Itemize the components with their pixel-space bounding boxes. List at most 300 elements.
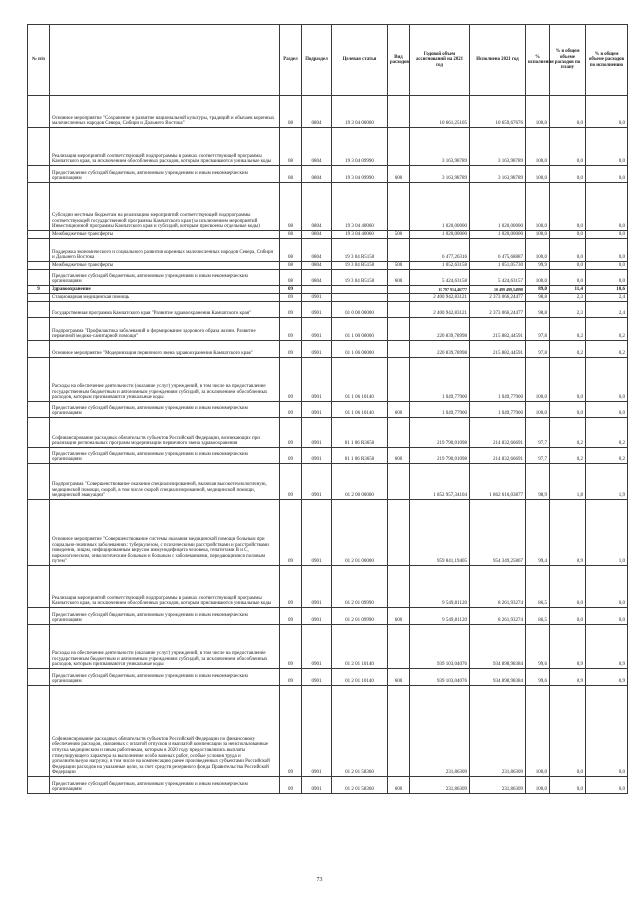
row-name: Расходы на обеспечение деятельности (оказание услуг) учреждений, в том числе на предоставление государственным бюджетным и автономным учреждениям субсидий, за исключением обособленных расходов, которым присваиваются уникальные коды (50, 625, 280, 669)
row-share-exec: 0,0 (586, 239, 628, 262)
table-row (28, 566, 628, 608)
row-share-exec: 0,0 (586, 183, 628, 231)
row-plan: 2 400 942,83121 (410, 294, 470, 302)
row-percent: 100,0 (526, 128, 550, 166)
row-subsection: 0804 (302, 270, 332, 286)
row-share-plan: 2,3 (550, 294, 586, 302)
row-plan: 219 790,01098 (410, 418, 470, 448)
row-percent: 100,0 (526, 166, 550, 183)
row-share-exec: 0,0 (586, 402, 628, 418)
table-row (28, 302, 628, 318)
row-target-article: 01 2 00 00000 (332, 464, 388, 500)
row-share-exec: 1,0 (586, 500, 628, 566)
row-fact: 6 475,68887 (470, 239, 526, 262)
row-section: 08 (280, 166, 302, 183)
row-percent: 100,0 (526, 96, 550, 128)
row-fact: 1 862 616,03877 (470, 464, 526, 500)
row-target-article (332, 294, 388, 302)
table-row (28, 464, 628, 500)
row-fact: 1 020,00000 (470, 183, 526, 231)
table-row (28, 402, 628, 418)
row-name: Подпрограмма "Профилактика заболеваний и формирование здорового образа жизни. Развитие первичной медико-санитарной помощи" (50, 318, 280, 341)
header-subsection: Подраздел (302, 25, 332, 96)
row-target-article: 19 3 04 00000 (332, 96, 388, 128)
header-num: № п/п (28, 25, 50, 96)
table-row (28, 341, 628, 358)
row-name: Межбюджетные трансферты (50, 262, 280, 270)
row-plan: 1 020,00000 (410, 231, 470, 239)
budget-table-sheet (27, 24, 627, 794)
row-target-article: 19 3 04 R5150 (332, 239, 388, 262)
row-num (28, 239, 50, 262)
row-target-article: 01 2 01 10140 (332, 669, 388, 686)
header-plan: Годовой объем ассигнований на 2021 год (410, 25, 470, 96)
row-target-article: 01 1 06 R3650 (332, 448, 388, 464)
row-num (28, 183, 50, 231)
row-expense-type (388, 183, 410, 231)
row-section: 09 (280, 402, 302, 418)
table-row (28, 608, 628, 625)
row-plan: 9 549,81120 (410, 566, 470, 608)
row-share-plan: 0,0 (550, 231, 586, 239)
row-percent: 100,0 (526, 402, 550, 418)
row-subsection: 0901 (302, 464, 332, 500)
table-row (28, 239, 628, 262)
row-name: Подпрограмма "Совершенствование оказания специализированной, включая высокотехнологичную, медицинской помощи, скорой, в том числе скорой специализированной, медицинской помощи, медицинской эвакуации" (50, 464, 280, 500)
row-subsection: 0901 (302, 358, 332, 402)
table-row (28, 270, 628, 286)
row-percent: 97,8 (526, 341, 550, 358)
table-row (28, 318, 628, 341)
row-num (28, 464, 50, 500)
row-share-exec: 0,9 (586, 625, 628, 669)
table-row (28, 262, 628, 270)
row-share-plan: 0,2 (550, 448, 586, 464)
row-share-plan: 0,9 (550, 625, 586, 669)
row-share-exec: 0,0 (586, 777, 628, 794)
row-subsection: 0901 (302, 777, 332, 794)
row-name: Государственная программа Камчатского края "Развитие здравоохранения Камчатского края" (50, 302, 280, 318)
row-share-exec: 0,9 (586, 669, 628, 686)
row-share-plan: 1,8 (550, 464, 586, 500)
row-section: 09 (280, 294, 302, 302)
row-name: Межбюджетные трансферты (50, 231, 280, 239)
row-section: 09 (280, 341, 302, 358)
row-section: 09 (280, 318, 302, 341)
row-expense-type (388, 286, 410, 294)
row-name: Софинансирование расходных обязательств субъектов Российской Федерации по финансовому обеспечению расходов, связанных с оплатой отпусков и выплатой компенсации за неиспользованные отпуска медицинским и иным работникам, которым в 2020 году предоставлялись выплаты стимулирующего характера за выполнение особо важных работ, особые условия труда и дополнительную нагрузку, в том числе на компенсацию ранее произведенных субъектами Российской Федерации расходов на указанные цели, за счет средств резервного фонда Правительства Российской Федерации (50, 686, 280, 777)
row-num (28, 608, 50, 625)
row-section: 08 (280, 96, 302, 128)
row-subsection: 0901 (302, 686, 332, 777)
row-section: 09 (280, 608, 302, 625)
row-section: 09 (280, 302, 302, 318)
row-expense-type (388, 128, 410, 166)
row-plan: 231,86309 (410, 777, 470, 794)
row-name: Здравоохранение (50, 286, 280, 294)
row-name: Субсидии местным бюджетам на реализацию мероприятий соответствующей подпрограммы соответствующей государственной программы Камчатского края (за исключением мероприятий Инвестиционной программы Камчатского края и субсидий, которым присвоены отдельные коды) (50, 183, 280, 231)
row-share-plan: 0,0 (550, 96, 586, 128)
table-row (28, 418, 628, 448)
row-plan: 939 103,04076 (410, 669, 470, 686)
row-num (28, 358, 50, 402)
row-section: 09 (280, 448, 302, 464)
row-section: 09 (280, 777, 302, 794)
row-num (28, 318, 50, 341)
row-fact: 3 163,98789 (470, 128, 526, 166)
header-name (50, 25, 280, 96)
row-share-exec: 1,9 (586, 464, 628, 500)
row-subsection: 0804 (302, 166, 332, 183)
row-fact: 954 349,25867 (470, 500, 526, 566)
row-fact: 1 020,00000 (470, 231, 526, 239)
row-num (28, 566, 50, 608)
table-row (28, 128, 628, 166)
row-share-exec: 0,2 (586, 341, 628, 358)
row-name: Софинансирование расходных обязательств субъектов Российской Федерации, возникающих при реализации региональных программ модернизации первичного звена здравоохранения (50, 418, 280, 448)
row-share-plan: 0,2 (550, 318, 586, 341)
row-subsection: 0901 (302, 566, 332, 608)
row-share-plan: 0,0 (550, 262, 586, 270)
row-percent: 100,0 (526, 358, 550, 402)
row-num (28, 402, 50, 418)
row-share-plan: 0,0 (550, 402, 586, 418)
row-section: 08 (280, 231, 302, 239)
row-share-plan: 0,0 (550, 608, 586, 625)
row-expense-type (388, 625, 410, 669)
row-plan: 11 797 914,46777 (410, 286, 470, 294)
row-share-plan: 0,2 (550, 341, 586, 358)
row-share-plan: 11,4 (550, 286, 586, 294)
row-subsection (302, 286, 332, 294)
row-share-exec: 0,0 (586, 231, 628, 239)
row-subsection: 0901 (302, 402, 332, 418)
row-target-article: 01 2 01 09990 (332, 566, 388, 608)
row-share-exec: 0,2 (586, 418, 628, 448)
row-percent: 100,0 (526, 183, 550, 231)
row-num (28, 128, 50, 166)
row-plan: 939 103,04076 (410, 625, 470, 669)
row-section: 09 (280, 286, 302, 294)
row-share-plan: 0,0 (550, 270, 586, 286)
table-row (28, 500, 628, 566)
row-plan: 959 841,19405 (410, 500, 470, 566)
row-subsection: 0804 (302, 96, 332, 128)
row-expense-type (388, 464, 410, 500)
row-percent: 89,0 (526, 286, 550, 294)
row-plan: 3 163,98789 (410, 128, 470, 166)
row-name: Реализация мероприятий соответствующей подпрограммы в рамках соответствующей программы Камчатского края, за исключением обособленных расходов, которым присваиваются уникальные коды (50, 128, 280, 166)
row-share-plan: 0,0 (550, 128, 586, 166)
row-share-plan: 0,2 (550, 418, 586, 448)
row-subsection: 0901 (302, 341, 332, 358)
row-share-exec: 2,4 (586, 302, 628, 318)
row-expense-type (388, 418, 410, 448)
row-num (28, 669, 50, 686)
row-subsection: 0804 (302, 128, 332, 166)
row-target-article: 19 3 04 40060 (332, 231, 388, 239)
row-percent: 99,6 (526, 669, 550, 686)
row-percent: 99,9 (526, 262, 550, 270)
table-row (28, 183, 628, 231)
row-target-article: 19 3 04 09990 (332, 166, 388, 183)
row-fact: 934 898,98384 (470, 669, 526, 686)
row-fact: 5 424,63157 (470, 270, 526, 286)
row-expense-type (388, 302, 410, 318)
row-share-exec: 10,6 (586, 286, 628, 294)
row-share-exec: 2,4 (586, 294, 628, 302)
table-row (28, 231, 628, 239)
row-target-article: 01 2 01 00000 (332, 500, 388, 566)
row-expense-type: 600 (388, 669, 410, 686)
row-section: 09 (280, 625, 302, 669)
row-name: Основное мероприятие "Сохранение и развитие национальной культуры, традиций и обычаев коренных малочисленных народов Севера, Сибири и Дальнего Востока" (50, 96, 280, 128)
row-plan: 220 839,78998 (410, 341, 470, 358)
row-plan: 220 839,78998 (410, 318, 470, 341)
row-percent: 100,0 (526, 239, 550, 262)
row-share-exec: 0,0 (586, 566, 628, 608)
row-expense-type: 600 (388, 608, 410, 625)
row-num (28, 270, 50, 286)
table-row (28, 358, 628, 402)
row-share-exec: 0,0 (586, 358, 628, 402)
row-num (28, 166, 50, 183)
row-num (28, 294, 50, 302)
row-subsection: 0901 (302, 302, 332, 318)
row-share-plan: 0,0 (550, 239, 586, 262)
row-percent: 86,5 (526, 566, 550, 608)
row-share-plan: 0,0 (550, 358, 586, 402)
row-subsection: 0804 (302, 231, 332, 239)
row-share-plan: 0,0 (550, 777, 586, 794)
budget-execution-table (27, 24, 628, 794)
row-share-plan: 0,0 (550, 686, 586, 777)
row-num (28, 777, 50, 794)
row-plan: 10 661,25105 (410, 96, 470, 128)
row-percent: 100,0 (526, 270, 550, 286)
row-percent: 99,4 (526, 500, 550, 566)
table-row (28, 96, 628, 128)
row-share-exec: 0,0 (586, 270, 628, 286)
row-num (28, 625, 50, 669)
row-expense-type: 600 (388, 777, 410, 794)
row-subsection: 0804 (302, 262, 332, 270)
header-fact: Исполнено 2021 год (470, 25, 526, 96)
row-section: 08 (280, 262, 302, 270)
row-fact: 231,86309 (470, 686, 526, 777)
row-fact: 214 832,66691 (470, 448, 526, 464)
row-num (28, 96, 50, 128)
table-row (28, 777, 628, 794)
row-plan: 6 477,26316 (410, 239, 470, 262)
table-row (28, 686, 628, 777)
row-section: 09 (280, 418, 302, 448)
header-target-article: Целевая статья (332, 25, 388, 96)
row-expense-type (388, 500, 410, 566)
row-section: 08 (280, 270, 302, 286)
table-row (28, 294, 628, 302)
row-num (28, 231, 50, 239)
row-target-article: 01 1 06 10140 (332, 402, 388, 418)
row-name: Предоставление субсидий бюджетным, автономным учреждениям и иным некоммерческим организациям (50, 166, 280, 183)
row-fact: 2 373 066,24477 (470, 294, 526, 302)
table-row (28, 286, 628, 294)
row-fact: 215 882,44591 (470, 341, 526, 358)
row-percent: 100,0 (526, 777, 550, 794)
row-target-article: 01 1 06 10140 (332, 358, 388, 402)
row-section: 09 (280, 669, 302, 686)
row-target-article: 01 2 01 58360 (332, 777, 388, 794)
row-share-plan: 2,3 (550, 302, 586, 318)
header-share-plan: % в общем объеме расходов по плану (550, 25, 586, 96)
row-section: 08 (280, 239, 302, 262)
row-plan: 219 790,01098 (410, 448, 470, 464)
row-num (28, 686, 50, 777)
row-expense-type: 600 (388, 166, 410, 183)
row-expense-type: 600 (388, 402, 410, 418)
row-expense-type: 500 (388, 231, 410, 239)
row-expense-type (388, 96, 410, 128)
row-plan: 1 020,00000 (410, 183, 470, 231)
row-share-exec: 0,2 (586, 318, 628, 341)
header-expense-type: Вид расходов (388, 25, 410, 96)
row-name: Поддержка экономического и социального развития коренных малочисленных народов Севера, Сибири и Дальнего Востока (50, 239, 280, 262)
table-header-row (28, 25, 628, 96)
row-plan: 1 852 957,34104 (410, 464, 470, 500)
row-expense-type (388, 686, 410, 777)
row-expense-type (388, 358, 410, 402)
row-expense-type (388, 294, 410, 302)
row-plan: 5 424,63158 (410, 270, 470, 286)
row-percent: 99,6 (526, 625, 550, 669)
row-target-article: 01 2 01 10140 (332, 625, 388, 669)
row-num (28, 448, 50, 464)
row-section: 09 (280, 566, 302, 608)
row-share-exec: 0,2 (586, 448, 628, 464)
row-fact: 1 051,05730 (470, 262, 526, 270)
row-name: Стационарная медицинская помощь (50, 294, 280, 302)
row-subsection: 0901 (302, 318, 332, 341)
row-fact: 3 163,98789 (470, 166, 526, 183)
row-subsection: 0901 (302, 608, 332, 625)
row-name: Расходы на обеспечение деятельности (оказание услуг) учреждений, в том числе на предоставление государственным бюджетным и автономным учреждениям субсидий, за исключением обособленных расходов, которым присваиваются уникальные коды (50, 358, 280, 402)
row-section: 08 (280, 183, 302, 231)
table-row (28, 625, 628, 669)
row-fact: 1 049,77900 (470, 358, 526, 402)
row-fact: 2 373 066,24477 (470, 302, 526, 318)
row-plan: 9 549,81120 (410, 608, 470, 625)
row-percent: 100,0 (526, 686, 550, 777)
row-share-exec: 0,0 (586, 166, 628, 183)
table-row (28, 448, 628, 464)
page-number: 73 (316, 877, 323, 883)
row-subsection: 0901 (302, 448, 332, 464)
row-subsection: 0901 (302, 500, 332, 566)
row-target-article (332, 286, 388, 294)
row-expense-type (388, 566, 410, 608)
row-fact: 10 659,67676 (470, 96, 526, 128)
row-fact: 10 499 499,54998 (470, 286, 526, 294)
row-plan: 2 400 942,83121 (410, 302, 470, 318)
row-percent: 97,8 (526, 318, 550, 341)
header-share-exec: % в общем объеме расходов по исполнению (586, 25, 628, 96)
row-section: 09 (280, 358, 302, 402)
row-share-exec: 0,0 (586, 262, 628, 270)
row-fact: 214 832,66691 (470, 418, 526, 448)
row-target-article: 01 0 00 00000 (332, 302, 388, 318)
row-fact: 934 898,98384 (470, 625, 526, 669)
row-share-exec: 0,0 (586, 686, 628, 777)
row-num (28, 302, 50, 318)
row-expense-type (388, 318, 410, 341)
row-name: Основное мероприятие "Модернизация первичного звена здравоохранения Камчатского края" (50, 341, 280, 358)
row-fact: 8 261,93274 (470, 608, 526, 625)
row-subsection: 0804 (302, 183, 332, 231)
table-body (28, 96, 628, 794)
row-share-exec: 0,0 (586, 128, 628, 166)
row-name: Основное мероприятие "Совершенствование системы оказания медицинской помощи больным при социально-значимых заболеваниях: туберкулезом, с психическими расстройствами и расстройствами поведения, лицам, инфицированным вирусом иммунодефицита человека, гепатитами В и С, наркологическим, онкологическим больным и больным с заболеваниями, передающимися половым путем" (50, 500, 280, 566)
row-share-plan: 0,9 (550, 500, 586, 566)
row-num (28, 341, 50, 358)
row-percent: 98,9 (526, 464, 550, 500)
row-fact: 1 049,77900 (470, 402, 526, 418)
row-section: 09 (280, 686, 302, 777)
row-num (28, 500, 50, 566)
row-num: 9 (28, 286, 50, 294)
row-percent: 86,5 (526, 608, 550, 625)
row-expense-type (388, 239, 410, 262)
row-percent: 97,7 (526, 418, 550, 448)
row-target-article: 19 3 04 R5150 (332, 262, 388, 270)
row-fact: 8 261,93274 (470, 566, 526, 608)
row-target-article: 01 2 01 09990 (332, 608, 388, 625)
row-subsection: 0901 (302, 418, 332, 448)
table-row (28, 166, 628, 183)
row-plan: 1 052,63158 (410, 262, 470, 270)
row-name: Предоставление субсидий бюджетным, автономным учреждениям и иным некоммерческим организациям (50, 669, 280, 686)
row-plan: 231,86309 (410, 686, 470, 777)
row-subsection: 0804 (302, 239, 332, 262)
row-share-plan: 0,0 (550, 166, 586, 183)
row-expense-type (388, 341, 410, 358)
row-name: Предоставление субсидий бюджетным, автономным учреждениям и иным некоммерческим организациям (50, 608, 280, 625)
row-name: Реализация мероприятий соответствующей подпрограммы в рамках соответствующей программы Камчатского края, за исключением обособленных расходов, которым присваиваются уникальные коды (50, 566, 280, 608)
row-expense-type: 600 (388, 270, 410, 286)
row-num (28, 418, 50, 448)
row-target-article: 19 3 04 09990 (332, 128, 388, 166)
row-section: 09 (280, 464, 302, 500)
row-percent: 97,7 (526, 448, 550, 464)
row-target-article: 01 1 06 R3650 (332, 418, 388, 448)
row-plan: 3 163,98789 (410, 166, 470, 183)
row-expense-type: 600 (388, 448, 410, 464)
row-share-plan: 0,9 (550, 669, 586, 686)
row-percent: 98,8 (526, 302, 550, 318)
row-section: 08 (280, 128, 302, 166)
row-fact: 215 882,44591 (470, 318, 526, 341)
row-percent: 100,0 (526, 231, 550, 239)
table-row (28, 669, 628, 686)
row-name: Предоставление субсидий бюджетным, автономным учреждениям и иным некоммерческим организациям (50, 270, 280, 286)
row-share-plan: 0,0 (550, 183, 586, 231)
row-name: Предоставление субсидий бюджетным, автономным учреждениям и иным некоммерческим организациям (50, 777, 280, 794)
row-share-exec: 0,0 (586, 96, 628, 128)
row-target-article: 01 1 00 00000 (332, 318, 388, 341)
row-expense-type: 500 (388, 262, 410, 270)
row-share-exec: 0,0 (586, 608, 628, 625)
row-name: Предоставление субсидий бюджетным, автономным учреждениям и иным некоммерческим организациям (50, 402, 280, 418)
header-percent: % исполнения (526, 25, 550, 96)
